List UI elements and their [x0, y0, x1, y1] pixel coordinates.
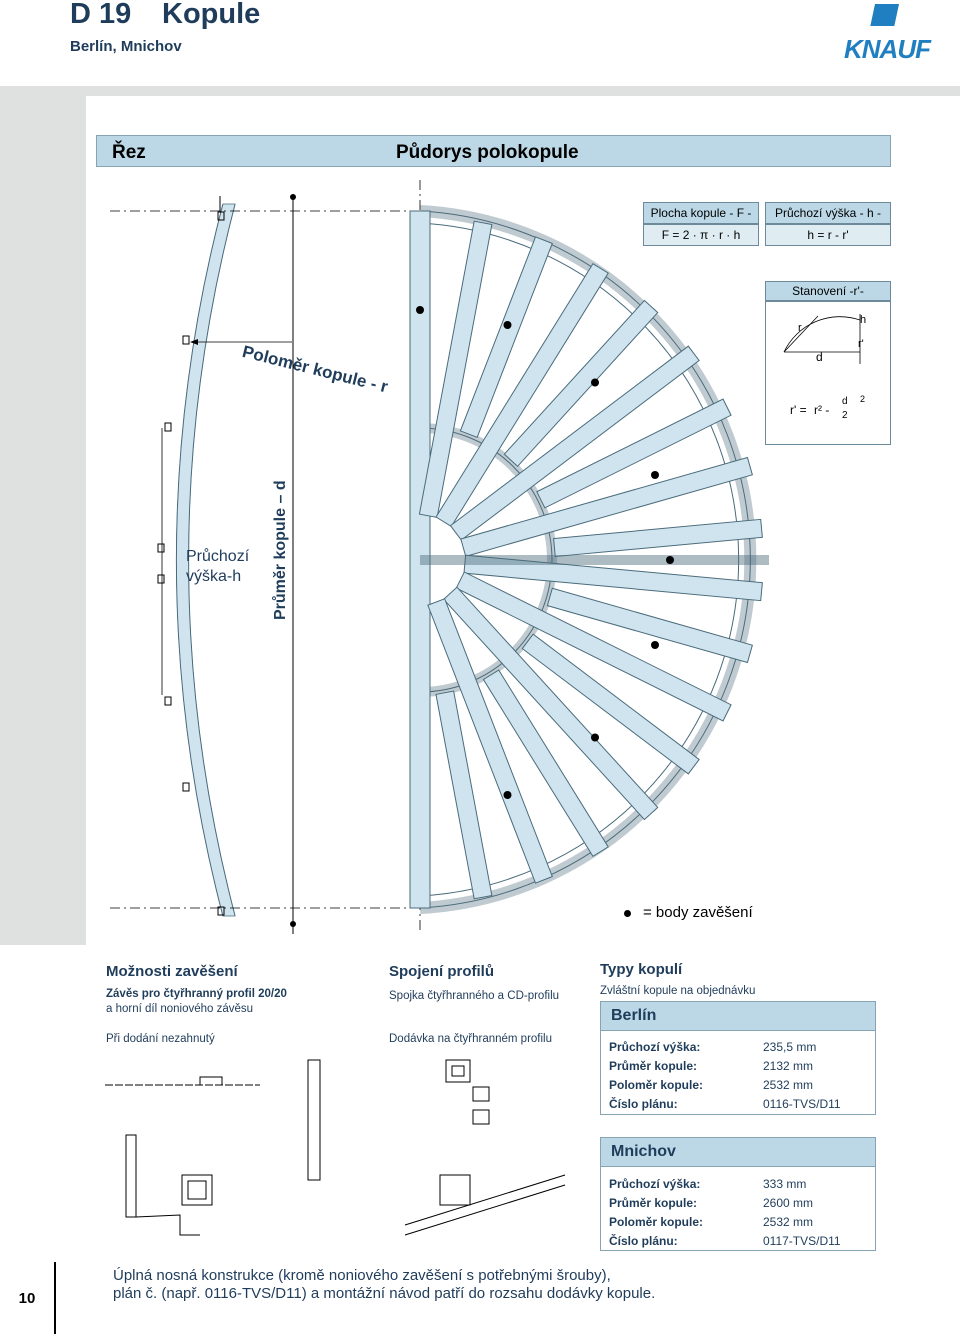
legend-dot	[624, 910, 631, 917]
joints-title: Spojení profilů	[389, 963, 494, 980]
hanging-point	[666, 556, 674, 564]
munich-value-radius: 2532 mm	[763, 1215, 814, 1229]
height-formula: h = r - r'	[765, 224, 891, 246]
rib-profile	[554, 519, 763, 556]
rprime-formula-left: r' =	[790, 403, 807, 417]
rprime-formula-mid: r² -	[814, 403, 830, 417]
rprime-diagram	[766, 302, 890, 444]
berlin-value-radius: 2532 mm	[763, 1078, 814, 1092]
joint-drawings	[400, 1055, 570, 1245]
document-subtitle: Berlín, Mnichov	[70, 38, 182, 55]
height-label-1: Průchozí	[186, 548, 250, 565]
rprime-formula-d: d	[842, 396, 848, 407]
plan-view	[410, 211, 769, 908]
rprime-head: Stanovení -r'-	[765, 281, 891, 301]
rprime-h: h	[860, 314, 867, 326]
footnote-line2: plán č. (např. 0116-TVS/D11) a montážní návod patří do rozsahu dodávky kopule.	[113, 1285, 656, 1302]
plan-title: Půdorys polokopule	[396, 142, 579, 163]
hanging-line1: Závěs pro čtyřhranný profil 20/20	[106, 988, 287, 1000]
munich-value-height: 333 mm	[763, 1177, 807, 1191]
hanging-line3: Při dodání nezahnutý	[106, 1033, 215, 1045]
rprime-rp: r'	[858, 338, 864, 350]
joints-line1: Spojka čtyřhranného a CD-profilu	[389, 990, 560, 1002]
rprime-formula-exp: 2	[860, 394, 866, 404]
radius-label: Poloměr kopule - r	[240, 342, 390, 397]
berlin-label-plan: Číslo plánu:	[609, 1097, 678, 1111]
joints-line2: Dodávka na čtyřhranném profilu	[389, 1033, 552, 1045]
hanging-point	[504, 321, 512, 329]
hanging-line2: a horní díl noniového závěsu	[106, 1003, 254, 1015]
rprime-r: r	[798, 322, 802, 334]
hanging-point	[416, 306, 424, 314]
height-head: Průchozí výška - h -	[765, 202, 891, 224]
hanging-point	[651, 471, 659, 479]
munich-label-diameter: Průměr kopule:	[609, 1196, 698, 1210]
munich-value-diameter: 2600 mm	[763, 1196, 814, 1210]
brand-text: KNAUF	[844, 34, 930, 64]
area-head: Plocha kopule - F -	[643, 202, 759, 224]
berlin-value-height: 235,5 mm	[763, 1040, 817, 1054]
section-title: Řez	[112, 142, 146, 163]
document-code: D 19	[70, 0, 132, 30]
hanging-title: Možnosti zavěšení	[106, 963, 238, 980]
diameter-label: Průměr kopule – d	[272, 480, 289, 620]
hanger-drawings	[100, 1055, 340, 1255]
berlin-value-diameter: 2132 mm	[763, 1059, 814, 1073]
area-formula: F = 2 · π · r · h	[643, 224, 759, 246]
rprime-formula-2: 2	[842, 410, 848, 421]
document-title: Kopule	[162, 0, 261, 30]
berlin-label-radius: Poloměr kopule:	[609, 1078, 704, 1092]
munich-label-plan: Číslo plánu:	[609, 1234, 678, 1248]
berlin-value-plan: 0116-TVS/D11	[763, 1097, 841, 1111]
munich-band: Mnichov	[600, 1137, 876, 1167]
hanging-point	[651, 641, 659, 649]
munich-value-plan: 0117-TVS/D11	[763, 1234, 841, 1248]
berlin-label-height: Průchozí výška:	[609, 1040, 701, 1054]
types-subtitle: Zvláštní kopule na objednávku	[600, 985, 756, 997]
legend-text: = body zavěšení	[643, 904, 753, 921]
munich-label-height: Průchozí výška:	[609, 1177, 701, 1191]
berlin-label-diameter: Průměr kopule:	[609, 1059, 698, 1073]
footnote	[113, 1267, 655, 1303]
footnote-line1: Úplná nosná konstrukce (kromě noniového zavěšení s potřebnými šrouby),	[113, 1267, 611, 1284]
page-number: 10	[0, 1262, 56, 1334]
hanging-point	[504, 791, 512, 799]
hanging-point	[591, 379, 599, 387]
berlin-band: Berlín	[600, 1001, 876, 1031]
munich-label-radius: Poloměr kopule:	[609, 1215, 704, 1229]
rib-profile	[547, 588, 752, 662]
types-title: Typy kopulí	[600, 961, 683, 978]
hanging-point	[591, 734, 599, 742]
rprime-d: d	[816, 350, 823, 364]
height-label-2: výška-h	[186, 568, 242, 585]
